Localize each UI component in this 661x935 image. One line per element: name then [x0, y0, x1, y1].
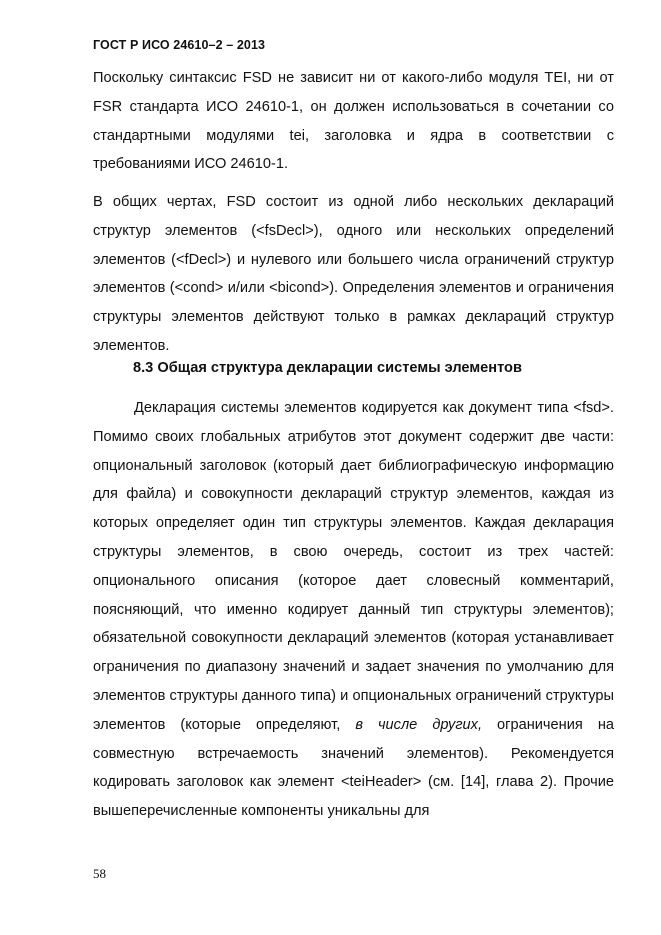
paragraph-italic-phrase: в числе других, [355, 716, 482, 733]
paragraph-fsd-overview: В общих чертах, FSD состоит из одной либо нескольких деклараций структур элементов (<fsDecl>), одного или нескольких определений элементов (<fDecl>) и нулевого или большего числа ограничений структур элементов (<cond> и/или <bicond>). Определения элементов и ограничения структуры элементов действуют только в рамках деклараций структур элементов. [93, 194, 614, 354]
page-number: 58 [93, 866, 106, 881]
section-heading-8-3: 8.3 Общая структура декларации системы элементов [133, 360, 522, 376]
paragraph-text-part-2: ограничения на совместную встречаемость значений элементов). Рекомендуется кодировать заголовок как элемент <teiHeader> (см. [14], глава 2). Прочие вышеперечисленные компоненты уникальны для [93, 716, 614, 820]
paragraph-feature-system-declaration [93, 394, 614, 826]
document-header-standard-id: ГОСТ Р ИСО 24610–2 – 2013 [93, 38, 266, 52]
paragraph-fsd-syntax: Поскольку синтаксис FSD не зависит ни от какого-либо модуля TEI, ни от FSR стандарта ИСО 24610-1, он должен использоваться в сочетании со стандартными модулями tei, заголовка и ядра в соответствии с требованиями ИСО 24610-1. [93, 70, 614, 173]
paragraph-text-part-1: Декларация системы элементов кодируется как документ типа <fsd>. Помимо своих глобальных атрибутов этот документ содержит две части: опциональный заголовок (который дает библиографическую информацию для файла) и совокупности деклараций структур элементов, каждая из которых определяет один тип структуры элементов. Каждая декларация структуры элементов, в свою очередь, состоит из трех частей: опционального описания (которое дает словесный комментарий, поясняющий, что именно кодирует данный тип структуры элементов); обязательной совокупности деклараций элементов (которая устанавливает ограничения по диапазону значений и задает значения по умолчанию для элементов структуры данного типа) и опциональных ограничений структуры элементов (которые определяют, [93, 400, 614, 733]
